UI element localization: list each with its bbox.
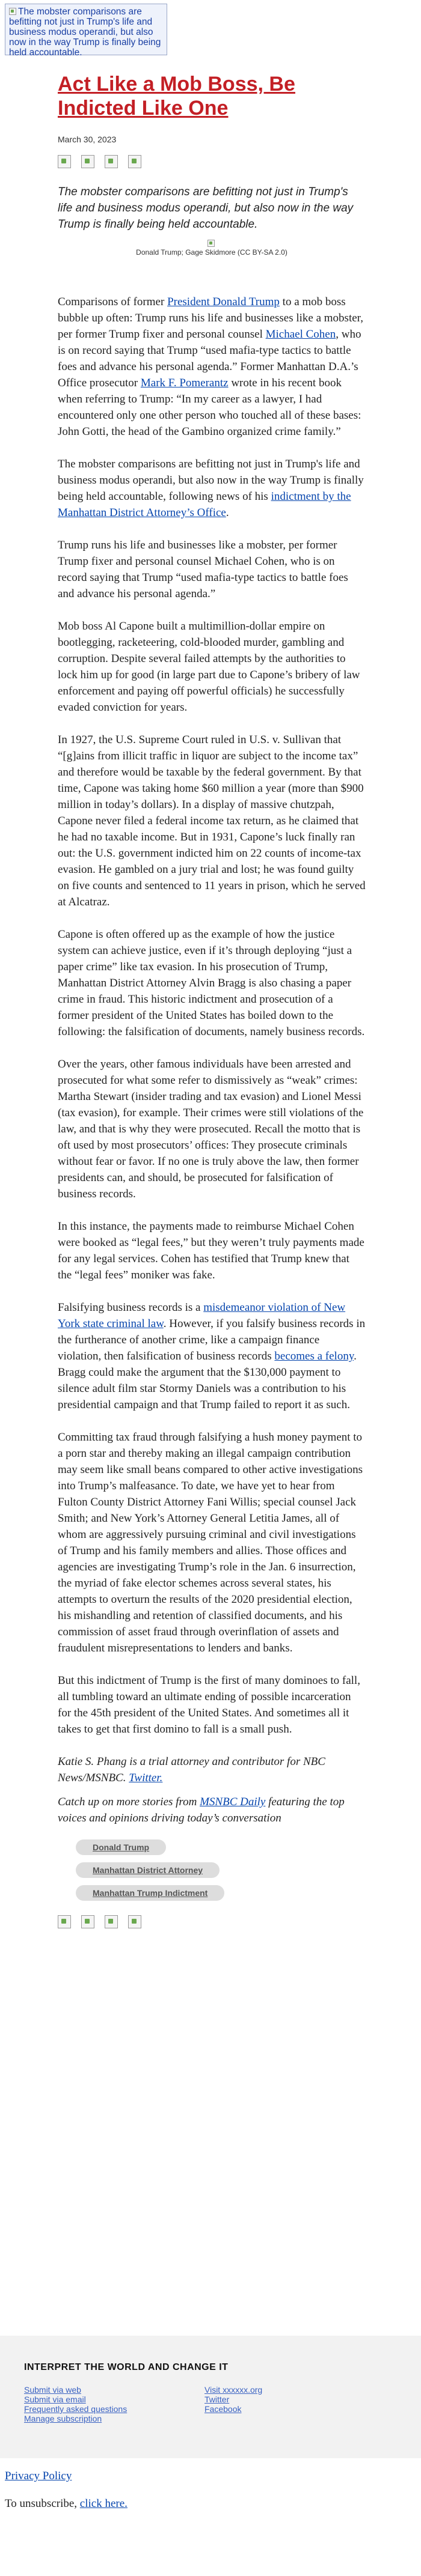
social-twitter-icon[interactable] — [81, 1915, 94, 1928]
article-title[interactable] — [58, 72, 366, 120]
article-title-link[interactable]: Act Like a Mob Boss, Be Indicted Like One — [58, 73, 295, 120]
paragraph-4: Mob boss Al Capone built a multimillion-dollar empire on bootlegging, racketeering, cold-blooded murder, gambling and corruption. Despite several failed attempts by the authorities to lock him up for good (in large part due to Capone’s bribery of law enforcement and paying off powerful officials) he successfully evaded conviction for years. — [58, 620, 360, 714]
link-president-donald-trump[interactable]: President Donald Trump — [167, 296, 280, 308]
social-facebook-icon[interactable] — [58, 1915, 71, 1928]
article-dek: The mobster comparisons are befitting not just in Trump's life and business modus operandi, but also now in the way Trump is finally being held accountable. — [58, 186, 354, 231]
footer-links-right — [204, 2385, 262, 2414]
footer-link-faq[interactable]: Frequently asked questions — [24, 2404, 128, 2414]
legal-footer — [5, 2469, 128, 2511]
header-image[interactable] — [5, 4, 167, 58]
link-misdemeanor-violation[interactable]: misdemeanor violation of New York state criminal law — [58, 1301, 346, 1330]
header-image-alt-text: The mobster comparisons are befitting not just in Trump's life and business modus operandi, but also now in the way Trump is finally being held accountable. — [9, 7, 161, 58]
link-msnbc-daily[interactable]: MSNBC Daily — [200, 1796, 266, 1808]
footer — [0, 2336, 421, 2458]
link-becomes-felony[interactable]: becomes a felony — [274, 1350, 354, 1362]
paragraph-9: Falsifying business records is a misdemeanor violation of New York state criminal law. However, if you falsify business records in the furtherance of another crime, like a campaign finance violation, then falsification of business records becomes a felony. Bragg could make the argument that the $130,000 payment to silence adult film star Stormy Daniels was a contribution to his presidential campaign and that Trump failed to report it as such. — [58, 1301, 366, 1411]
article — [58, 72, 366, 1928]
paragraph-10: Committing tax fraud through falsifying a hush money payment to a porn star and thereby making an illegal campaign contribution may seem like small beans compared to other active investigations into Trump’s malfeasance. To date, we have yet to hear from Fulton County District Attorney Fani Willis; special counsel Jack Smith; and New York’s Attorney General Letitia James, all of whom are aggressively pursuing criminal and civil investigations of Trump and his family members and allies. Those offices and agencies are investigating Trump’s role in the Jan. 6 insurrection, the myriad of fake elector schemes across several states, his attempts to overturn the results of the 2020 presidential election, his mishandling and retention of classified documents, and his commission of asset fraud through overinflation of assets and fraudulent misrepresentations to lenders and banks. — [58, 1431, 363, 1654]
paragraph-1: Comparisons of former President Donald Trump to a mob boss bubble up often: Trump runs his life and businesses like a mobster, per former Trump fixer and personal counsel Michael Cohen, who is on record saying that Trump “used mafia-type tactics to battle foes and advance his personal agenda.” Former Manhattan D.A.’s Office prosecutor Mark F. Pomerantz wrote in his recent book when referring to Trump: “In my career as a lawyer, I had encountered only one other person who touched all of these bases: John Gotti, the head of the Gambino organized crime family.” — [58, 296, 363, 438]
paragraph-11: But this indictment of Trump is the first of many dominoes to fall, all tumbling toward an ultimate ending of possible incarceration for the 45th president of the United States. And sometimes all it takes to get that first domino to fall is a small push. — [58, 1674, 360, 1736]
social-icons — [58, 1915, 366, 1928]
footer-title: INTERPRET THE WORLD AND CHANGE IT — [24, 2362, 229, 2372]
unsubscribe-link[interactable]: click here. — [79, 2497, 128, 2510]
footer-link-submit-web[interactable]: Submit via web — [24, 2385, 81, 2395]
more-stories: Catch up on more stories from MSNBC Daily featuring the top voices and opinions driving today’s conversation — [58, 1796, 345, 1824]
footer-link-twitter[interactable]: Twitter — [204, 2395, 230, 2404]
share-email-icon[interactable] — [128, 155, 141, 168]
social-linkedin-icon[interactable] — [105, 1915, 118, 1928]
share-facebook-icon[interactable] — [58, 155, 71, 168]
tag-manhattan-trump-indictment[interactable]: Manhattan Trump Indictment — [76, 1885, 224, 1901]
paragraph-7: Over the years, other famous individuals have been arrested and prosecuted for what some refer to dismissively as “weak” crimes: Martha Stewart (insider trading and tax evasion) and Lionel Messi (tax evasion), for example. Their crimes were still violations of the law, and that is why they were prosecuted. Recall the motto that is oft used by most prosecutors’ offices: They prosecute criminals without fear or favor. If no one is truly above the law, then former presidents can, and should, be prosecuted for falsification of business records. — [58, 1058, 364, 1200]
tag-manhattan-district-attorney[interactable]: Manhattan District Attorney — [76, 1862, 220, 1878]
photo-image-icon — [207, 240, 215, 247]
paragraph-2: The mobster comparisons are befitting not just in Trump's life and business modus operandi, but also now in the way Trump is finally being held accountable, following news of his indictment by the Manhattan District Attorney’s Office. — [58, 458, 364, 519]
link-michael-cohen[interactable]: Michael Cohen — [265, 328, 336, 341]
author-bio: Katie S. Phang is a trial attorney and contributor for NBC News/MSNBC. Twitter. — [58, 1755, 325, 1784]
footer-links-left — [24, 2385, 127, 2423]
link-twitter-author[interactable]: Twitter. — [129, 1772, 163, 1784]
privacy-policy-link[interactable]: Privacy Policy — [5, 2470, 72, 2482]
paragraph-6: Capone is often offered up as the example of how the justice system can achieve justice, even if it’s through deploying “just a paper crime” like tax evasion. In his prosecution of Trump, Manhattan District Attorney Alvin Bragg is also chasing a paper crime in fraud. This historic indictment and prosecution of a former president of the United States has boiled down to the following: the falsification of documents, namely business records. — [58, 928, 365, 1038]
photo-caption: Donald Trump; Gage Skidmore (CC BY-SA 2.0) — [136, 248, 287, 257]
footer-link-facebook[interactable]: Facebook — [204, 2404, 242, 2414]
social-email-icon[interactable] — [128, 1915, 141, 1928]
unsubscribe-line: To unsubscribe, click here. — [5, 2497, 128, 2510]
share-twitter-icon[interactable] — [81, 155, 94, 168]
share-icons — [58, 155, 366, 168]
article-date: March 30, 2023 — [58, 135, 117, 144]
article-body — [58, 294, 366, 1826]
paragraph-3: Trump runs his life and businesses like a mobster, per former Trump fixer and personal counsel Michael Cohen, who is on record saying that Trump “used mafia-type tactics to battle foes and advance his personal agenda.” — [58, 539, 348, 600]
tag-list — [76, 1839, 366, 1908]
footer-link-visit-site[interactable]: Visit xxxxxx.org — [204, 2385, 263, 2395]
paragraph-5: In 1927, the U.S. Supreme Court ruled in U.S. v. Sullivan that “[g]ains from illicit traffic in liquor are subject to the income tax” and therefore would be taxable by the federal government. By that time, Capone was taking home $60 million a year (more than $900 million in today’s dollars). In a display of massive chutzpah, Capone never filed a federal income tax return, as he claimed that he had no taxable income. But in 1931, Capone’s luck finally ran out: the U.S. government indicted him on 22 counts of income-tax evasion. He gambled on a jury trial and lost; he was found guilty on five counts and sentenced to 11 years in prison, which he served at Alcatraz. — [58, 734, 366, 908]
paragraph-8: In this instance, the payments made to reimburse Michael Cohen were booked as “legal fees,” but they weren’t truly payments made for any legal services. Cohen has testified that Trump knew that the “legal fees” moniker was fake. — [58, 1220, 364, 1281]
footer-link-manage-subscription[interactable]: Manage subscription — [24, 2414, 102, 2423]
footer-link-submit-email[interactable]: Submit via email — [24, 2395, 86, 2404]
tag-donald-trump[interactable]: Donald Trump — [76, 1839, 166, 1855]
article-photo — [58, 238, 366, 257]
share-linkedin-icon[interactable] — [105, 155, 118, 168]
broken-image-icon — [9, 8, 16, 15]
link-indictment[interactable]: indictment by the Manhattan District Attorney’s Office — [58, 490, 351, 519]
link-mark-pomerantz[interactable]: Mark F. Pomerantz — [140, 377, 229, 389]
